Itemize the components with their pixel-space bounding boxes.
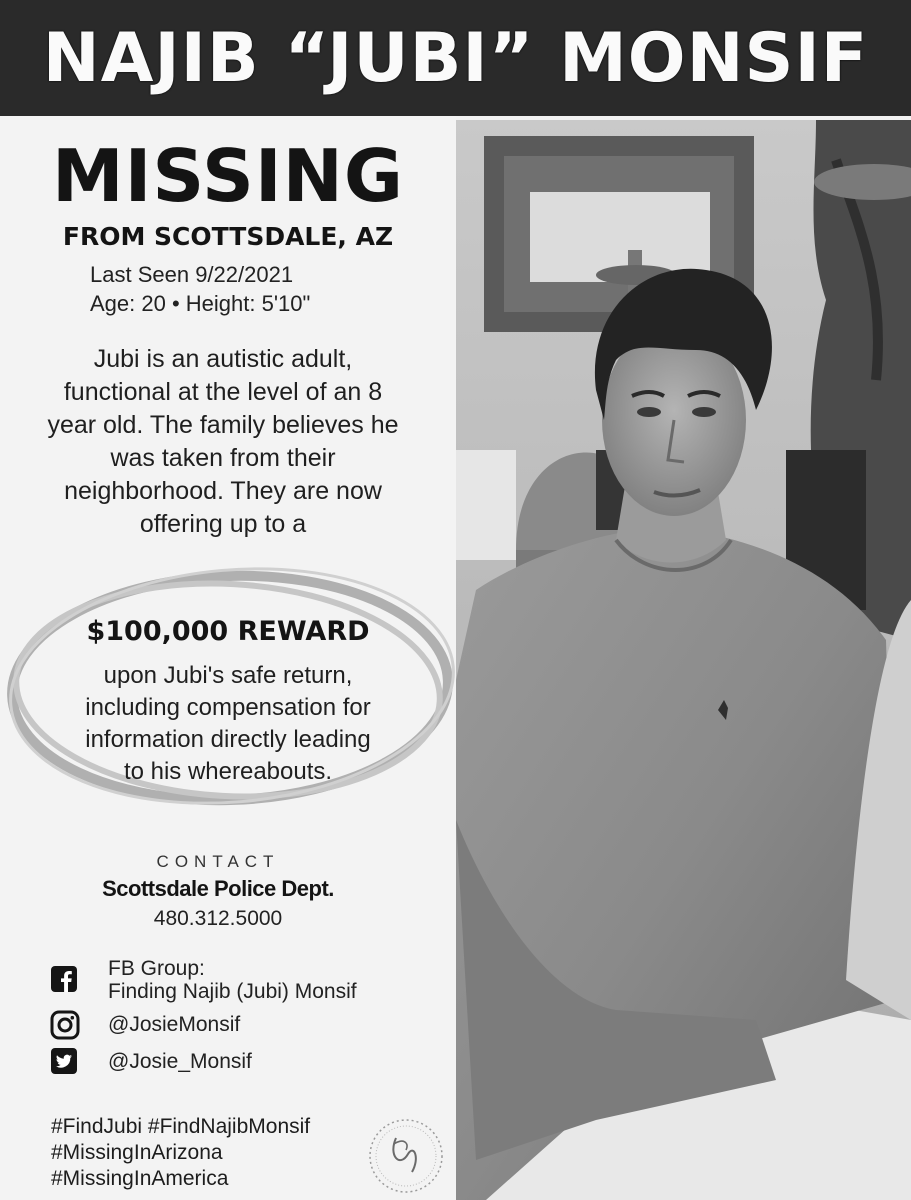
last-seen-text: Last Seen 9/22/2021 [90, 262, 294, 287]
description-line: offering up to a [139, 510, 307, 538]
contact-phone[interactable]: 480.312.5000 [153, 907, 283, 930]
reward-line: information directly leading [85, 726, 371, 753]
description-line: neighborhood. They are now [64, 477, 382, 505]
contact-agency: Scottsdale Police Dept. [102, 876, 334, 901]
designer-logo-seal [366, 1116, 446, 1196]
person-name-title: NAJIB “JUBI” MONSIF [42, 18, 869, 98]
missing-person-photo [456, 120, 911, 1200]
reward-details [0, 660, 456, 788]
facebook-group-label: FB Group: [108, 957, 205, 980]
twitter-icon [51, 1048, 77, 1074]
description-text [0, 343, 446, 541]
contact-label: CONTACT [156, 852, 280, 871]
reward-line: to his whereabouts. [123, 758, 333, 785]
twitter-handle[interactable]: @Josie_Monsif [108, 1050, 252, 1073]
poster-header [0, 0, 911, 116]
age-height-text: Age: 20 • Height: 5'10" [90, 291, 311, 316]
reward-line: upon Jubi's safe return, [103, 662, 353, 689]
hashtag-line[interactable]: #MissingInArizona [51, 1141, 223, 1164]
description-line: functional at the level of an 8 [63, 378, 383, 406]
facebook-icon [51, 966, 77, 992]
hashtag-line[interactable]: #FindJubi #FindNajibMonsif [51, 1115, 311, 1138]
instagram-handle[interactable]: @JosieMonsif [108, 1013, 241, 1036]
reward-line: including compensation for [85, 694, 371, 721]
missing-heading: MISSING [51, 134, 405, 218]
instagram-icon [50, 1010, 80, 1045]
reward-amount: $100,000 REWARD [86, 616, 370, 647]
hashtag-line[interactable]: #MissingInAmerica [51, 1167, 229, 1190]
description-line: year old. The family believes he [47, 411, 399, 439]
description-line: Jubi is an autistic adult, [93, 345, 353, 373]
facebook-group-name[interactable]: Finding Najib (Jubi) Monsif [108, 980, 357, 1003]
hashtags [51, 1114, 310, 1192]
description-line: was taken from their [110, 444, 336, 472]
location-heading: FROM SCOTTSDALE, AZ [62, 222, 394, 251]
